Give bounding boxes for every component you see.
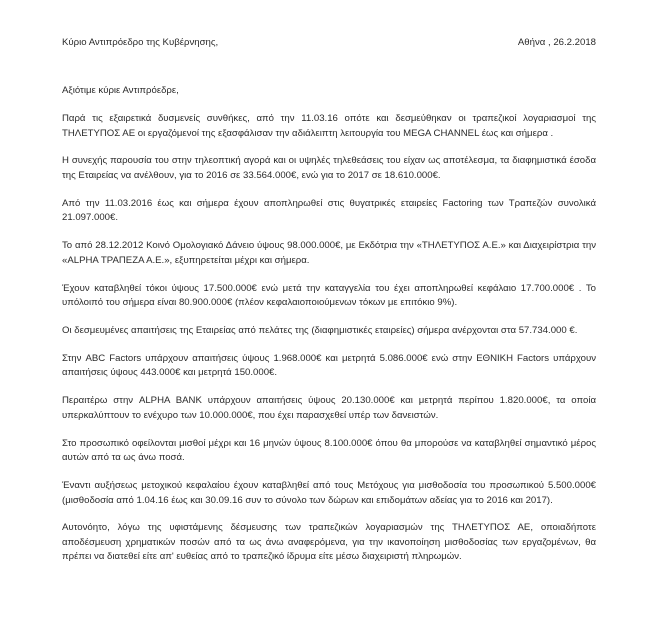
paragraph: Αυτονόητο, λόγω της υφιστάμενης δέσμευσης των τραπεζικών λογαριασμών της ΤΗΛΕΤΥΠΟΣ ΑΕ, οποιαδήποτε αποδέσμευση χρηματικών ποσών από τα ως άνω αναφερόμενα, για την ικανοποίηση μισθοδοσίας των εργαζομένων, θα πρέπει να διατεθεί είτε απ' ευθείας από το τραπεζικό ίδρυμα είτε μέσω διαχειριστή πληρωμών. (62, 522, 596, 563)
paragraph: Το από 28.12.2012 Κοινό Ομολογιακό Δάνειο ύψους 98.000.000€, με Εκδότρια την «ΤΗΛΕΤΥΠΟΣ Α.Ε.» και Διαχειρίστρια την «ALPHA ΤΡΑΠΕΖΑ Α.Ε.», εξυπηρετείται μέχρι και σήμερα. (62, 240, 596, 266)
paragraph: Παρά τις εξαιρετικά δυσμενείς συνθήκες, από την 11.03.16 οπότε και δεσμεύθηκαν οι τραπεζικοί λογαριασμοί της ΤΗΛΕΤΥΠΟΣ ΑΕ οι εργαζόμενοί της εξασφάλισαν την αδιάλειπτη λειτουργία του MEGA CHANNEL έως και σήμερα . (62, 113, 596, 139)
paragraph: Στο προσωπικό οφείλονται μισθοί μέχρι και 16 μηνών ύψους 8.100.000€ όπου θα μπορούσε να καταβληθεί σημαντικό μέρος αυτών από τα ως άνω ποσά. (62, 437, 596, 464)
place-date: Αθήνα , 26.2.2018 (517, 37, 596, 48)
letter (62, 36, 596, 578)
paragraph: Περαιτέρω στην ALPHA BANK υπάρχουν απαιτήσεις ύψους 20.130.000€ και μετρητά περίπου 1.820.000€, τα οποία υπερκαλύπτουν το ενέχυρο των 10.000.000€, που έχει παρασχεθεί υπέρ των δανειστών. (62, 395, 596, 421)
paragraph: Έναντι αυξήσεως μετοχικού κεφαλαίου έχουν καταβληθεί από τους Μετόχους για μισθοδοσία του προσωπικού 5.500.000€ (μισθοδοσία από 1.04.16 έως και 30.09.16 συν το σύνολο των δώρων και επιδομάτων αδείας για το 2016 και 2017). (62, 480, 596, 506)
addressee: Κύριο Αντιπρόεδρο της Κυβέρνησης, (62, 37, 219, 48)
paragraph: Οι δεσμευμένες απαιτήσεις της Εταιρείας από πελάτες της (διαφημιστικές εταιρείες) σήμερα ανέρχονται στα 57.734.000 €. (62, 324, 578, 336)
paragraph: Στην ABC Factors υπάρχουν απαιτήσεις ύψους 1.968.000€ και μετρητά 5.086.000€ ενώ στην ΕΘΝΙΚΗ Factors υπάρχουν απαιτήσεις ύψους 443.000€ και μετρητά 150.000€. (62, 352, 596, 379)
paragraph: Η συνεχής παρουσία του στην τηλεοπτική αγορά και οι υψηλές τηλεθεάσεις του είχαν ως αποτέλεσμα, τα διαφημιστικά έσοδα της Εταιρείας να ανέλθουν, για το 2016 σε 33.564.000€, ενώ για το 2017 σε 18.610.000€. (62, 155, 596, 181)
paragraph: Από την 11.03.2016 έως και σήμερα έχουν αποπληρωθεί στις θυγατρικές εταιρείες Factoring των Τραπεζών συνολικά 21.097.000€. (62, 197, 596, 224)
greeting: Αξιότιμε κύριε Αντιπρόεδρε, (62, 84, 179, 96)
paragraph: Έχουν καταβληθεί τόκοι ύψους 17.500.000€ ενώ μετά την καταγγελία του έχει αποπληρωθεί κεφάλαιο 17.700.000€ . Το υπόλοιπό του σήμερα είναι 80.900.000€ (πλέον κεφαλαιοποιούμενων τόκων με επιτόκιο 9%). (62, 282, 596, 309)
letter-header (62, 36, 596, 51)
